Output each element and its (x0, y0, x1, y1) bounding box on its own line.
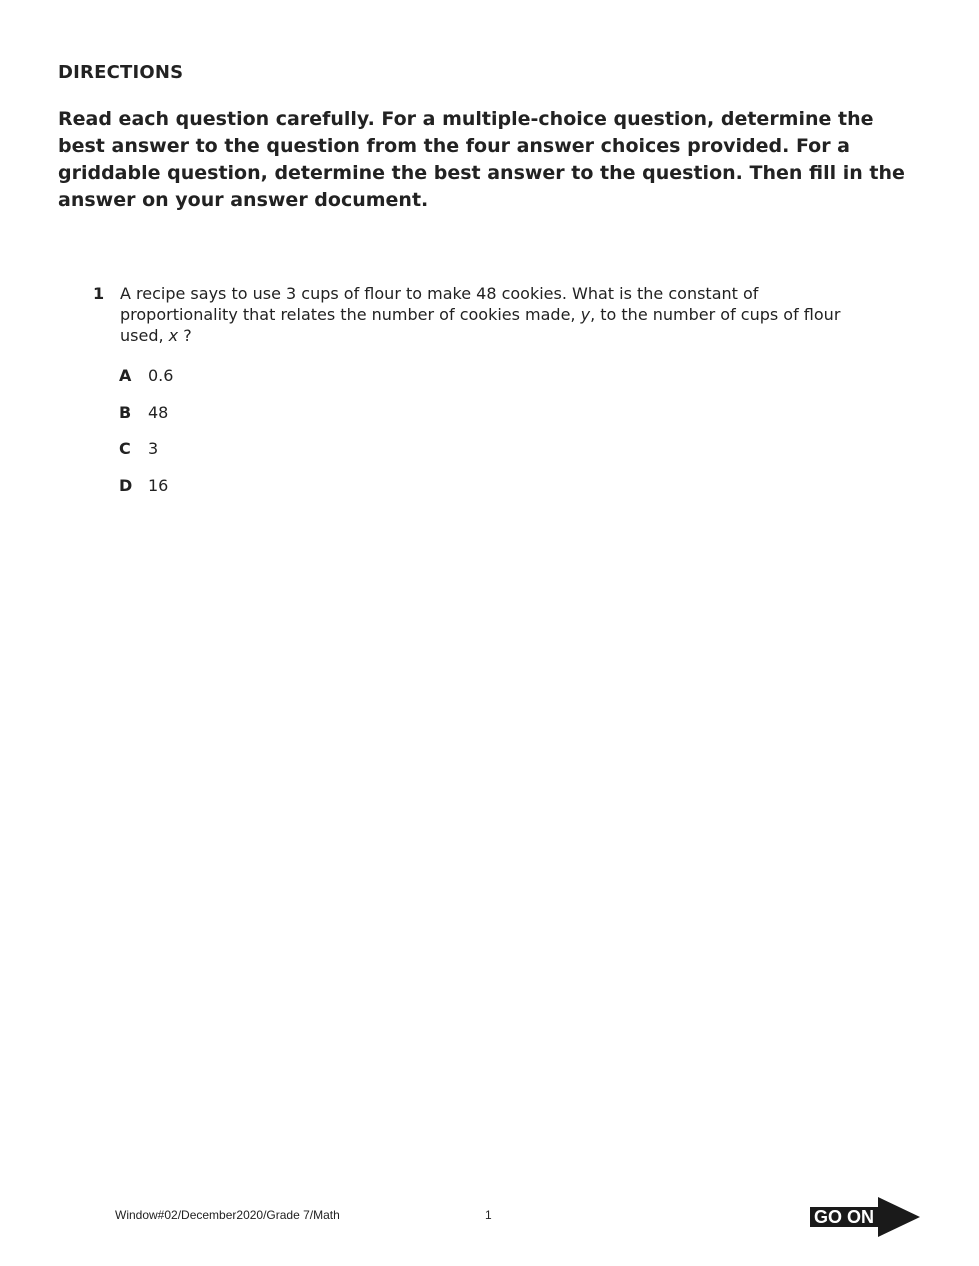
choice-letter: D (119, 475, 133, 495)
footer-code: Window#02/December2020/Grade 7/Math (115, 1208, 340, 1222)
go-on-label: GO ON (810, 1207, 882, 1227)
question-text-part1: A recipe says to use 3 cups of flour to make 48 cookies. What is the constant of proportionality that relates the number of cookies made, (120, 284, 759, 324)
question-text-part2: , to the number of cups of flour used, (120, 305, 841, 345)
go-on-indicator (810, 1197, 920, 1237)
variable-x: x (168, 326, 179, 345)
choice-letter: B (119, 402, 132, 422)
choice-value: 16 (148, 475, 169, 495)
directions-heading: DIRECTIONS (58, 62, 184, 83)
page-number: 1 (485, 1208, 492, 1222)
directions-text: Read each question carefully. For a multiple-choice question, determine the best answer to the question from the four answer choices provided. For a griddable question, determine the best answer to the question. Then fill in the answer on your answer document. (58, 108, 905, 211)
variable-y: y (580, 305, 591, 324)
question-number: 1 (93, 284, 105, 303)
choice-letter: A (119, 366, 132, 385)
choice-value: 3 (148, 439, 159, 458)
arrow-right-icon (878, 1197, 920, 1237)
question-text-part3: ? (178, 326, 192, 345)
choice-value: 0.6 (148, 366, 174, 385)
question-text (120, 283, 860, 346)
choice-value: 48 (148, 402, 169, 422)
choice-letter: C (119, 439, 131, 458)
